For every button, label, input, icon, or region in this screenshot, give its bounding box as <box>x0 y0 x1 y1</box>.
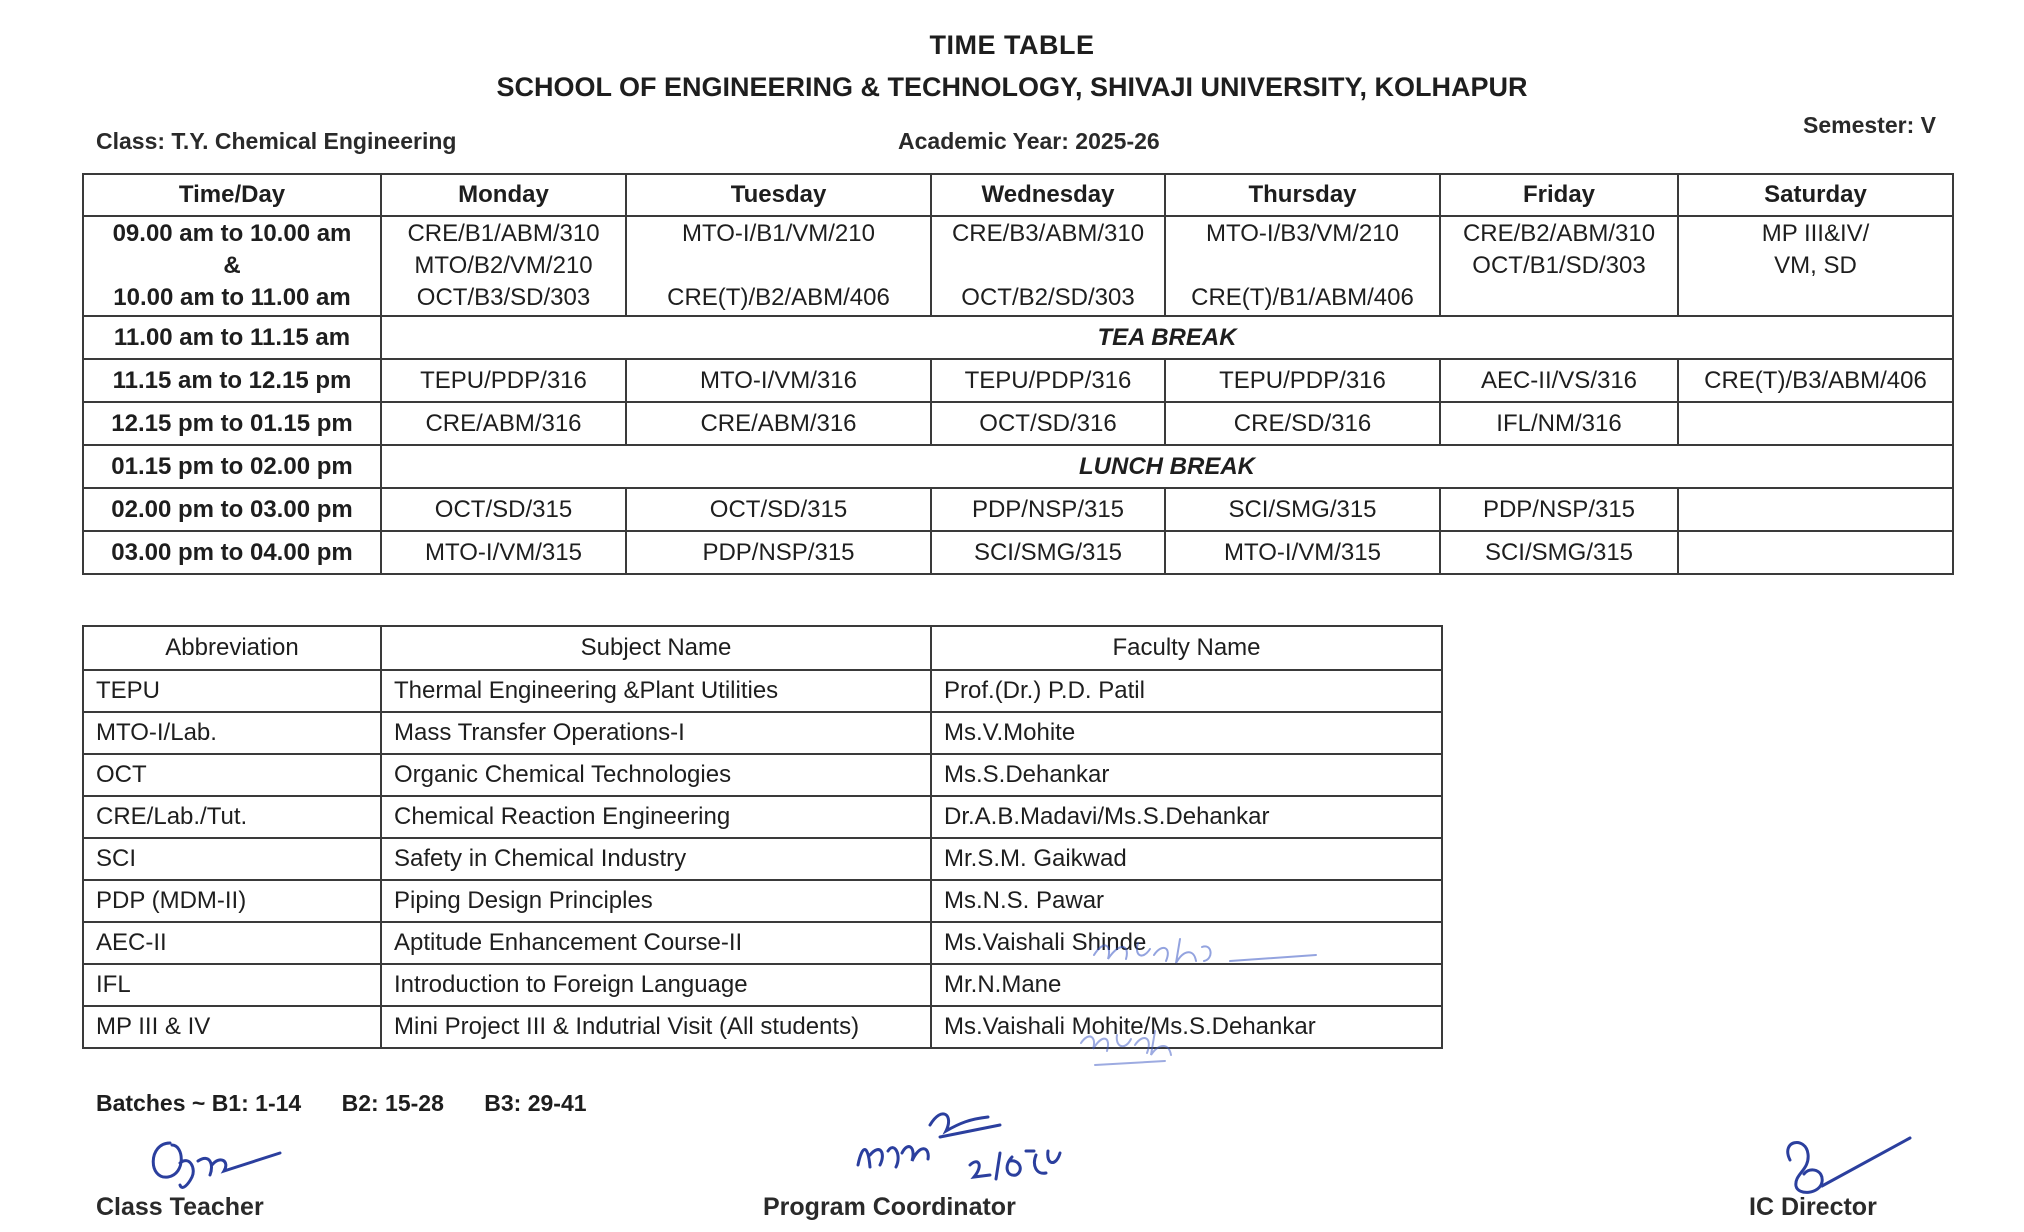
faculty-cell: Prof.(Dr.) P.D. Patil <box>931 670 1442 712</box>
timetable-row <box>83 531 1953 574</box>
program-coordinator-label: Program Coordinator <box>763 1193 1016 1221</box>
session-line: CRE/B2/ABM/310 <box>1462 220 1656 247</box>
session-line: CRE(T)/B2/ABM/406 <box>667 284 890 311</box>
schedule-cell: OCT/SD/316 <box>931 402 1165 445</box>
subject-cell: Piping Design Principles <box>381 880 931 922</box>
session-line: MTO-I/B1/VM/210 <box>682 220 875 247</box>
session-line: OCT/B2/SD/303 <box>961 284 1135 311</box>
faculty-signature-stamp-icon <box>1090 925 1320 975</box>
abbreviation-cell: CRE/Lab./Tut. <box>83 796 381 838</box>
header-monday: Monday <box>381 174 626 216</box>
schedule-cell: OCT/SD/315 <box>626 488 931 531</box>
time-cell <box>83 216 381 316</box>
table-row <box>83 838 1442 880</box>
institution-name: SCHOOL OF ENGINEERING & TECHNOLOGY, SHIVAJI UNIVERSITY, KOLHAPUR <box>496 72 1528 102</box>
time-cell: 01.15 pm to 02.00 pm <box>83 445 381 488</box>
tea-break-label: TEA BREAK <box>381 316 1953 359</box>
timetable <box>82 173 1954 575</box>
schedule-cell: IFL/NM/316 <box>1440 402 1678 445</box>
session-line: MTO/B2/VM/210 <box>414 252 593 279</box>
schedule-cell <box>931 216 1165 316</box>
session-line: CRE(T)/B1/ABM/406 <box>1191 284 1414 311</box>
table-row <box>83 796 1442 838</box>
timetable-header-row <box>83 174 1953 216</box>
time-line: & <box>223 252 241 279</box>
abbreviation-cell: MP III & IV <box>83 1006 381 1048</box>
subject-cell: Thermal Engineering &Plant Utilities <box>381 670 931 712</box>
ic-director-label: IC Director <box>1749 1193 1877 1221</box>
schedule-cell: PDP/NSP/315 <box>1440 488 1678 531</box>
lunch-break-row <box>83 445 1953 488</box>
table-row <box>83 712 1442 754</box>
class-label: Class: T.Y. Chemical Engineering <box>96 128 457 154</box>
subject-cell: Organic Chemical Technologies <box>381 754 931 796</box>
session-line <box>932 250 1164 282</box>
schedule-cell: OCT/SD/315 <box>381 488 626 531</box>
faculty-cell: Ms.N.S. Pawar <box>931 880 1442 922</box>
session-line: OCT/B3/SD/303 <box>416 284 591 311</box>
program-coordinator-signature-icon <box>850 1095 1080 1205</box>
session-line <box>1679 282 1952 314</box>
abbreviation-cell: OCT <box>83 754 381 796</box>
batch-info <box>96 1090 621 1117</box>
schedule-cell <box>1678 531 1953 574</box>
timetable-row <box>83 359 1953 402</box>
session-line: CRE/B3/ABM/310 <box>951 220 1145 247</box>
table-row <box>83 670 1442 712</box>
timetable-row <box>83 402 1953 445</box>
session-line: VM, SD <box>1774 252 1857 279</box>
schedule-cell: AEC-II/VS/316 <box>1440 359 1678 402</box>
header-faculty-name: Faculty Name <box>931 626 1442 670</box>
schedule-cell: MTO-I/VM/315 <box>1165 531 1440 574</box>
academic-year-label: Academic Year: 2025-26 <box>898 128 1160 154</box>
batch-b3: B3: 29-41 <box>484 1090 587 1116</box>
schedule-cell: CRE/ABM/316 <box>626 402 931 445</box>
abbreviation-cell: MTO-I/Lab. <box>83 712 381 754</box>
faculty-cell: Ms.V.Mohite <box>931 712 1442 754</box>
session-line <box>627 250 930 282</box>
timetable-row <box>83 216 1953 316</box>
batch-b2: B2: 15-28 <box>341 1090 444 1116</box>
table-row <box>83 880 1442 922</box>
abbreviation-cell: SCI <box>83 838 381 880</box>
semester-label: Semester: V <box>1803 112 1936 138</box>
session-line: CRE/B1/ABM/310 <box>407 220 600 247</box>
schedule-cell: TEPU/PDP/316 <box>381 359 626 402</box>
faculty-cell: Ms.Vaishali Shinde <box>931 922 1442 964</box>
subject-cell: Chemical Reaction Engineering <box>381 796 931 838</box>
class-teacher-signature-icon <box>140 1125 290 1195</box>
subject-cell: Mass Transfer Operations-I <box>381 712 931 754</box>
lunch-break-label: LUNCH BREAK <box>381 445 1953 488</box>
abbreviation-table <box>82 625 1443 1049</box>
abbreviation-cell: TEPU <box>83 670 381 712</box>
schedule-cell: SCI/SMG/315 <box>931 531 1165 574</box>
schedule-cell: CRE(T)/B3/ABM/406 <box>1678 359 1953 402</box>
header-wednesday: Wednesday <box>931 174 1165 216</box>
class-teacher-label: Class Teacher <box>96 1193 264 1221</box>
time-cell: 11.15 am to 12.15 pm <box>83 359 381 402</box>
timetable-row <box>83 488 1953 531</box>
batch-b1: Batches ~ B1: 1-14 <box>96 1090 302 1116</box>
schedule-cell: CRE/SD/316 <box>1165 402 1440 445</box>
time-cell: 02.00 pm to 03.00 pm <box>83 488 381 531</box>
time-cell: 03.00 pm to 04.00 pm <box>83 531 381 574</box>
subject-cell: Safety in Chemical Industry <box>381 838 931 880</box>
document-title: TIME TABLE <box>929 30 1095 60</box>
schedule-cell: MTO-I/VM/316 <box>626 359 931 402</box>
schedule-cell: SCI/SMG/315 <box>1165 488 1440 531</box>
schedule-cell: PDP/NSP/315 <box>626 531 931 574</box>
session-line: OCT/B1/SD/303 <box>1472 252 1646 279</box>
table-row <box>83 1006 1442 1048</box>
time-line: 10.00 am to 11.00 am <box>113 284 351 311</box>
schedule-cell <box>381 216 626 316</box>
schedule-cell <box>1165 216 1440 316</box>
schedule-cell <box>1678 216 1953 316</box>
subject-cell: Mini Project III & Indutrial Visit (All students) <box>381 1006 931 1048</box>
schedule-cell: MTO-I/VM/315 <box>381 531 626 574</box>
header-abbreviation: Abbreviation <box>83 626 381 670</box>
header-time-day: Time/Day <box>83 174 381 216</box>
abbreviation-cell: IFL <box>83 964 381 1006</box>
schedule-cell: TEPU/PDP/316 <box>1165 359 1440 402</box>
faculty-signature-stamp-icon <box>1075 1015 1185 1075</box>
faculty-cell: Ms.Vaishali Mohite/Ms.S.Dehankar <box>931 1006 1442 1048</box>
schedule-cell: SCI/SMG/315 <box>1440 531 1678 574</box>
session-line: MP III&IV/ <box>1761 220 1870 247</box>
abbreviation-cell: PDP (MDM-II) <box>83 880 381 922</box>
header-thursday: Thursday <box>1165 174 1440 216</box>
session-line <box>1441 282 1677 314</box>
session-line: MTO-I/B3/VM/210 <box>1206 220 1399 247</box>
time-cell: 11.00 am to 11.15 am <box>83 316 381 359</box>
schedule-cell: CRE/ABM/316 <box>381 402 626 445</box>
faculty-cell: Dr.A.B.Madavi/Ms.S.Dehankar <box>931 796 1442 838</box>
subject-cell: Aptitude Enhancement Course-II <box>381 922 931 964</box>
session-line <box>1166 250 1439 282</box>
faculty-cell: Mr.S.M. Gaikwad <box>931 838 1442 880</box>
subject-cell: Introduction to Foreign Language <box>381 964 931 1006</box>
abbreviation-cell: AEC-II <box>83 922 381 964</box>
faculty-cell: Mr.N.Mane <box>931 964 1442 1006</box>
faculty-cell: Ms.S.Dehankar <box>931 754 1442 796</box>
header-saturday: Saturday <box>1678 174 1953 216</box>
time-line: 09.00 am to 10.00 am <box>112 220 352 247</box>
table-row <box>83 754 1442 796</box>
header-friday: Friday <box>1440 174 1678 216</box>
schedule-cell <box>626 216 931 316</box>
schedule-cell <box>1678 402 1953 445</box>
header-subject-name: Subject Name <box>381 626 931 670</box>
schedule-cell: TEPU/PDP/316 <box>931 359 1165 402</box>
schedule-cell <box>1440 216 1678 316</box>
tea-break-row <box>83 316 1953 359</box>
time-cell: 12.15 pm to 01.15 pm <box>83 402 381 445</box>
abbreviation-header-row <box>83 626 1442 670</box>
schedule-cell <box>1678 488 1953 531</box>
schedule-cell: PDP/NSP/315 <box>931 488 1165 531</box>
header-tuesday: Tuesday <box>626 174 931 216</box>
